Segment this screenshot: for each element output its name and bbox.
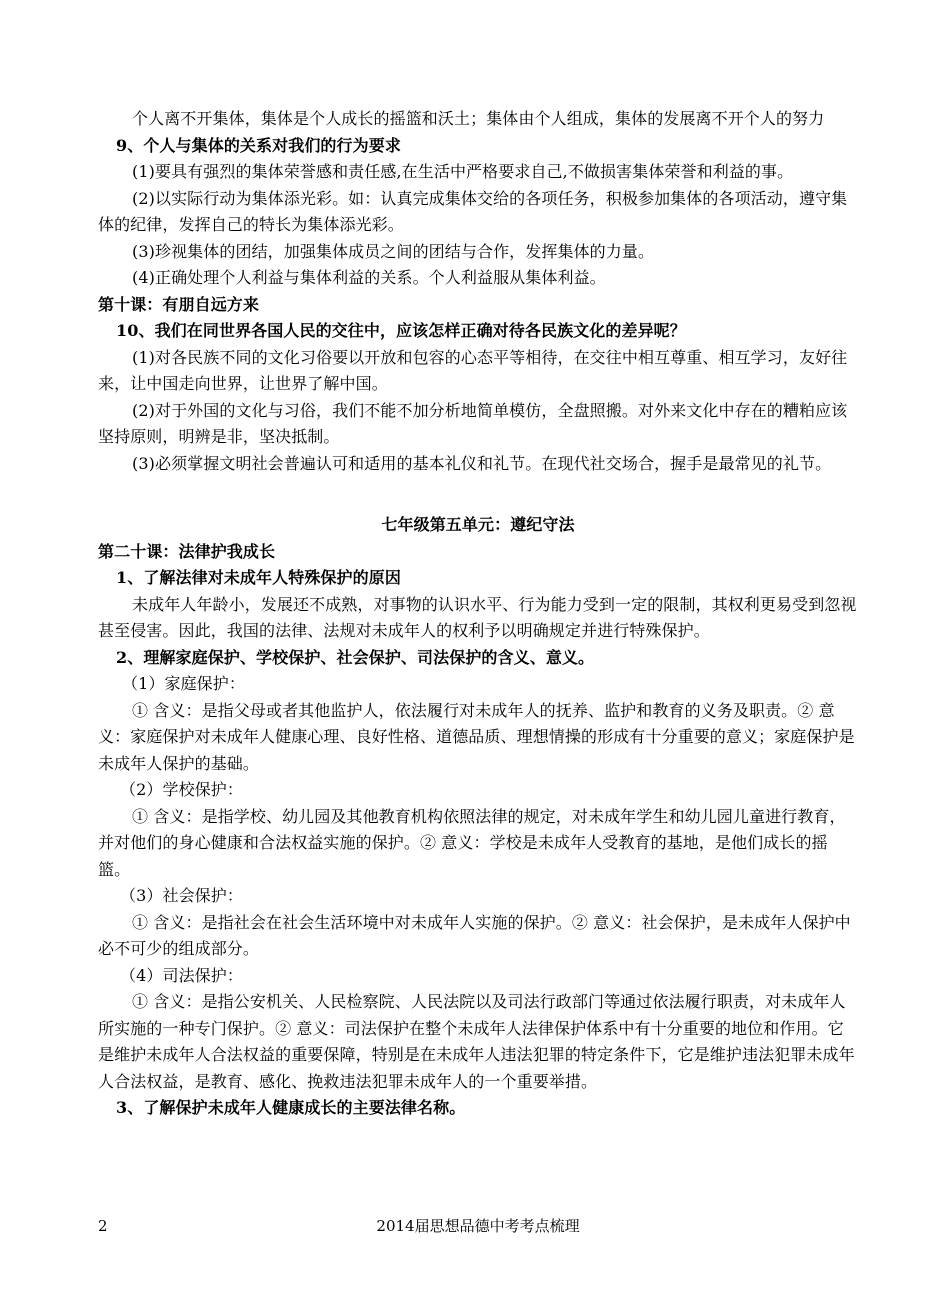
paragraph: ① 含义：是指公安机关、人民检察院、人民法院以及司法行政部门等通过依法履行职责，对未成年人所实施的一种专门保护。② 意义：司法保护在整个未成年人法律保护体系中有十分重要的地位和作用。它是维护未成年人合法权益的重要保障，特别是在未成年人违法犯罪的特定条件下，它是维护违法犯罪未成年人合法权益，是教育、感化、挽救违法犯罪未成年人的一个重要举措。 <box>98 992 855 1091</box>
list-item: (3)必须掌握文明社会普遍认可和适用的基本礼仪和礼节。在现代社交场合，握手是最常见的礼节。 <box>132 453 832 473</box>
question-heading: 10、我们在同世界各国人民的交往中，应该怎样正确对待各民族文化的差异呢？ <box>116 321 686 340</box>
list-item: (1)要具有强烈的集体荣誉感和责任感,在生活中严格要求自己,不做损害集体荣誉和利益的事。 <box>132 162 794 181</box>
paragraph: 个人离不开集体，集体是个人成长的摇篮和沃土；集体由个人组成，集体的发展离不开个人的努力 <box>132 109 825 128</box>
list-item: (3)珍视集体的团结，加强集体成员之间的团结与合作，发挥集体的力量。 <box>132 241 655 261</box>
unit-title: 七年级第五单元：遵纪守法 <box>381 515 575 534</box>
paragraph: ① 含义：是指社会在社会生活环境中对未成年人实施的保护。② 意义：社会保护，是未成年人保护中必不可少的组成部分。 <box>98 912 851 958</box>
page-number: 2 <box>98 1217 108 1235</box>
spacer <box>98 477 858 512</box>
subheading: （1）家庭保护： <box>122 674 245 693</box>
list-item: (2)对于外国的文化与习俗，我们不能不加分析地简单模仿，全盘照搬。对外来文化中存在的糟粕应该坚持原则，明辨是非，坚决抵制。 <box>98 400 848 446</box>
list-item: (1)对各民族不同的文化习俗要以开放和包容的心态平等相待，在交往中相互尊重、相互学习，友好往来，让中国走向世界，让世界了解中国。 <box>98 347 848 393</box>
question-heading: 2、理解家庭保护、学校保护、社会保护、司法保护的含义、意义。 <box>116 647 595 667</box>
subheading: （4）司法保护： <box>120 965 243 985</box>
paragraph: ① 含义：是指父母或者其他监护人，依法履行对未成年人的抚养、监护和教育的义务及职责。② 意义：家庭保护对未成年人健康心理、良好性格、道德品质、理想情操的形成有十分重要的意义；家庭保护是未成年人保护的基础。 <box>98 700 855 773</box>
list-item: (2)以实际行动为集体添光彩。如：认真完成集体交给的各项任务，积极参加集体的各项活动，遵守集体的纪律，发挥自己的特长为集体添光彩。 <box>98 188 848 234</box>
document-body <box>98 106 858 1122</box>
lesson-heading: 第二十课：法律护我成长 <box>98 541 276 561</box>
lesson-heading: 第十课：有朋自远方来 <box>98 294 260 314</box>
footer-title: 2014届思想品德中考考点梳理 <box>376 1217 580 1235</box>
subheading: （2）学校保护： <box>120 780 243 799</box>
question-heading: 1、了解法律对未成年人特殊保护的原因 <box>116 568 401 587</box>
list-item: (4)正确处理个人利益与集体利益的关系。个人利益服从集体利益。 <box>132 268 606 287</box>
paragraph: ① 含义：是指学校、幼儿园及其他教育机构依照法律的规定，对未成年学生和幼儿园儿童进行教育，并对他们的身心健康和合法权益实施的保护。② 意义：学校是未成年人受教育的基地，是他们成长的摇篮。 <box>98 806 846 879</box>
question-heading: 3、了解保护未成年人健康成长的主要法律名称。 <box>116 1098 466 1117</box>
subheading: （3）社会保护： <box>120 886 243 905</box>
question-heading: 9、个人与集体的关系对我们的行为要求 <box>116 135 401 155</box>
paragraph: 未成年人年龄小，发展还不成熟，对事物的认识水平、行为能力受到一定的限制，其权利更易受到忽视甚至侵害。因此，我国的法律、法规对未成年人的权利予以明确规定并进行特殊保护。 <box>98 594 857 640</box>
